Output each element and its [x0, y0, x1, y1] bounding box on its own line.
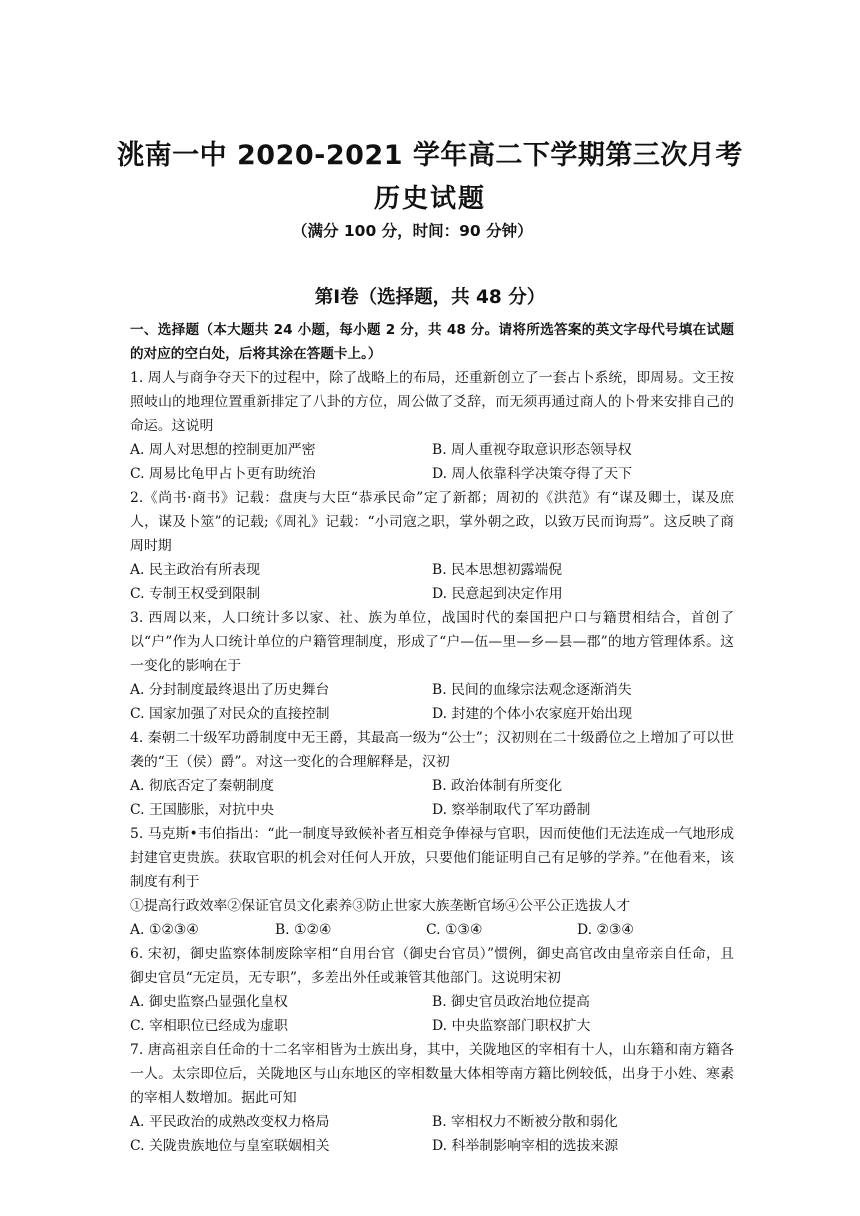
- option-a: A. ①②③④: [130, 922, 199, 938]
- question-stem: 3. 西周以来，人口统计多以家、社、族为单位，战国时代的秦国把户口与籍贯相结合，首创了以“户”作为人口统计单位的户籍管理制度，形成了“户—伍—里—乡—县—郡”的地方管理体系。这一变化的影响在于: [130, 610, 734, 674]
- section-heading: 一、选择题（本大题共 24 小题，每小题 2 分，共 48 分。请将所选答案的英文字母代号填在试题的对应的空白处，后将其涂在答题卡上。）: [130, 322, 734, 362]
- option-a: A. 周人对思想的控制更加严密: [130, 442, 316, 458]
- question-3: [130, 606, 734, 726]
- exam-info: （满分 100 分，时间：90 分钟）: [292, 222, 533, 240]
- option-c: C. 专制王权受到限制: [130, 586, 261, 602]
- option-b: B. 民间的血缘宗法观念逐渐消失: [432, 682, 632, 698]
- option-b: B. 宰相权力不断被分散和弱化: [432, 1114, 618, 1130]
- question-7: [130, 1038, 734, 1158]
- question-stem: 2.《尚书·商书》记载：盘庚与大臣“恭承民命”定了新都；周初的《洪范》有“谋及卿士，谋及庶人，谋及卜筮”的记载;《周礼》记载：“小司寇之职，掌外朝之政，以致万民而询焉”。这反映了商周时期: [130, 490, 734, 554]
- question-2: [130, 486, 734, 606]
- option-a: A. 御史监察凸显强化皇权: [130, 994, 288, 1010]
- option-c: C. 周易比龟甲占卜更有助统治: [130, 466, 316, 482]
- option-d: D. 民意起到决定作用: [432, 586, 563, 602]
- option-c: C. 宰相职位已经成为虚职: [130, 1018, 288, 1034]
- question-stem: 7. 唐高祖亲自任命的十二名宰相皆为士族出身，其中，关陇地区的宰相有十人，山东籍和南方籍各一人。太宗即位后，关陇地区与山东地区的宰相数量大体相等南方籍比例较低，出身于小姓、寒素的宰相人数增加。据此可知: [130, 1042, 734, 1106]
- option-a: A. 分封制度最终退出了历史舞台: [130, 682, 330, 698]
- question-stem: 1. 周人与商争夺天下的过程中，除了战略上的布局，还重新创立了一套占卜系统，即周易。文王按照岐山的地理位置重新排定了八卦的方位，周公做了爻辞，而无须再通过商人的卜骨来安排自己的命运。这说明: [130, 370, 734, 434]
- option-d: D. 周人依靠科学决策夺得了天下: [432, 466, 633, 482]
- option-b: B. 御史官员政治地位提高: [432, 994, 590, 1010]
- option-d: D. 察举制取代了军功爵制: [432, 802, 591, 818]
- options-row: [130, 702, 734, 726]
- options-row: [130, 678, 734, 702]
- options-row: [130, 1014, 734, 1038]
- option-d: D. 科举制影响宰相的选拔来源: [432, 1138, 619, 1154]
- question-6: [130, 942, 734, 1038]
- question-1: [130, 366, 734, 486]
- option-b: B. ①②④: [274, 922, 332, 938]
- option-d: D. 中央监察部门职权扩大: [432, 1018, 591, 1034]
- option-d: D. 封建的个体小农家庭开始出现: [432, 706, 633, 722]
- question-5: [130, 822, 734, 942]
- question-stem: 6. 宋初，御史监察体制废除宰相“自用台官（御史台官员）”惯例，御史高官改由皇帝亲自任命，且御史官员“无定员，无专职”，多差出外任或兼管其他部门。这说明宋初: [130, 946, 734, 986]
- options-row: [130, 1110, 734, 1134]
- option-a: A. 民主政治有所表现: [130, 562, 260, 578]
- option-b: B. 民本思想初露端倪: [432, 562, 563, 578]
- options-row: [130, 1134, 734, 1158]
- option-c: C. 国家加强了对民众的直接控制: [130, 706, 330, 722]
- option-a: A. 彻底否定了秦朝制度: [130, 778, 274, 794]
- option-c: C. 关陇贵族地位与皇室联姻相关: [130, 1138, 330, 1154]
- part-heading: 第Ⅰ卷（选择题，共 48 分）: [314, 287, 546, 308]
- option-b: B. 政治体制有所变化: [432, 778, 563, 794]
- exam-title: 洮南一中 2020-2021 学年高二下学期第三次月考: [117, 140, 743, 171]
- options-row: [130, 798, 734, 822]
- option-b: B. 周人重视夺取意识形态领导权: [432, 442, 632, 458]
- options-row: [130, 582, 734, 606]
- options-row: [130, 918, 734, 942]
- option-c: C. 王国膨胀，对抗中央: [130, 802, 274, 818]
- options-row: [130, 438, 734, 462]
- option-a: A. 平民政治的成熟改变权力格局: [130, 1114, 330, 1130]
- options-row: [130, 558, 734, 582]
- question-4: [130, 726, 734, 822]
- options-row: [130, 774, 734, 798]
- option-c: C. ①③④: [425, 922, 483, 938]
- options-row: [130, 462, 734, 486]
- options-row: [130, 990, 734, 1014]
- question-stem: 5. 马克斯•韦伯指出：“此一制度导致候补者互相竞争俸禄与官职，因而使他们无法连成一气地形成封建官吏贵族。获取官职的机会对任何人开放，只要他们能证明自己有足够的学养。”在他看来，该制度有利于: [130, 826, 734, 890]
- option-d: D. ②③④: [576, 922, 634, 938]
- question-section: [130, 318, 734, 1158]
- exam-subject: 历史试题: [373, 184, 486, 214]
- question-statements: ①提高行政效率②保证官员文化素养③防止世家大族垄断官场④公平公正选拔人才: [130, 898, 631, 914]
- question-stem: 4. 秦朝二十级军功爵制度中无王爵，其最高一级为“公士”；汉初则在二十级爵位之上增加了可以世袭的“王（侯）爵”。对这一变化的合理解释是，汉初: [130, 730, 734, 770]
